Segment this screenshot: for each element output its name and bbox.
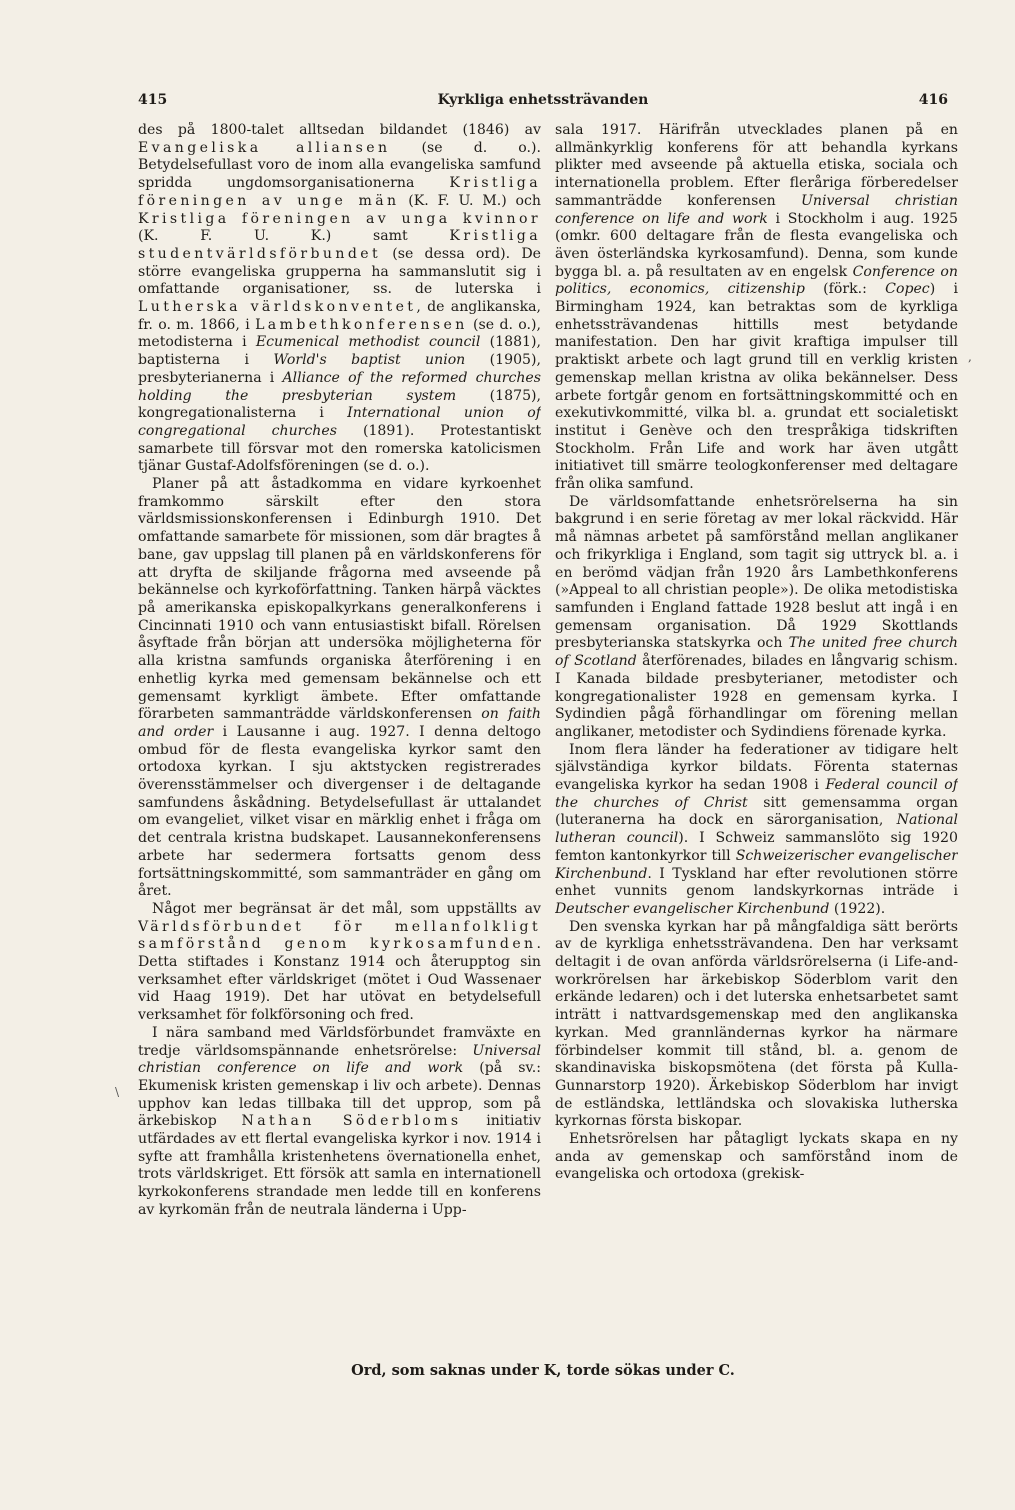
paragraph: Den svenska kyrkan har på mångfaldiga sätt berörts av de kyrkliga enhetssträvandena. Den har verksamt deltagit i de ovan anförda världsrörelserna (i Life-and-workrörelsen har ärkebiskop Söderblom varit den erkände ledaren) och i det luterska enhetsarbetet samt inträtt i nattvardsgemenskap med den anglikanska kyrkan. Med grannländernas kyrkor ha närmare förbindelser kommit till stånd, bl. a. genom de skandinaviska biskopsmötena (det första på Kulla-Gunnarstorp 1920). Ärkebiskop Söderblom har invigt de estländska, lettländska och slovakiska lutherska kyrkornas första biskopar.	[555, 918, 958, 1130]
paragraph: Något mer begränsat är det mål, som uppställts av Världsförbundet för mellanfolkligt samförstånd genom kyrkosamfunden. Detta stiftades i Konstanz 1914 och återupptog sin verksamhet efter världskriget (mötet i Oud Wassenaer vid Haag 1919). Det har utövat en betydelsefull verksamhet för folkförsoning och fred.	[138, 900, 541, 1024]
paragraph: Planer på att åstadkomma en vidare kyrkoenhet framkommo särskilt efter den stora världsmissionskonferensen i Edinburgh 1910. Det omfattande samarbete för missionen, som där bragtes å bane, gav uppslag till planen på en världskonferens för att dryfta de skiljande frågorna med avseende på bekännelse och kyrkoförfattning. Tanken härpå väcktes på amerikanska episkopalkyrkans generalkonferens i Cincinnati 1910 och vann entusiastiskt bifall. Rörelsen åsyftade från början att undersöka möjligheterna för alla kristna samfunds organiska återförening i en enhetlig kyrka med gemensam bekännelse och ett gemensamt kyrkligt ämbete. Efter omfattande förarbeten sammanträdde världskonferensen on faith and order i Lausanne i aug. 1927. I denna deltogo ombud för de flesta evangeliska kyrkor samt den ortodoxa kyrkan. I sju aktstycken registrerades överensstämmelser och divergenser i de deltagande samfundens åskådning. Betydelsefullast är uttalandet om evangeliet, vilket visar en märklig enhet i fråga om det centrala kristna budskapet. Lausannekonferensens arbete har sedermera fortsatts genom dess fortsättningskommitté, som sammanträder en gång om året.	[138, 476, 541, 900]
page-number-right: 416	[918, 92, 948, 108]
running-title: Kyrkliga enhetssträvanden	[437, 92, 649, 108]
margin-speck: \	[115, 1085, 120, 1099]
right-column	[555, 122, 958, 1360]
paragraph: sala 1917. Härifrån utvecklades planen på en allmänkyrklig konferens för att behandla kyrkans plikter med avseende på aktuella etiska, sociala och internationella problem. Efter fleråriga förberedelser sammanträdde konferensen Universal christian conference on life and work i Stockholm i aug. 1925 (omkr. 600 deltagare från de flesta evangeliska och även österländska kyrkosamfund). Denna, som kunde bygga bl. a. på resultaten av en engelsk Conference on politics, economics, citizenship (förk.: Copec) i Birmingham 1924, kan betraktas som de kyrkliga enhetssträvandenas hittills mest betydande manifestation. Den har givit kraftiga impulser till praktiskt arbete och lagt grund till en verklig kristen gemenskap mellan kristna av olika bekännelser. Dess arbete fortgår genom en fortsättningskommitté och en exekutivkommitté, vilka bl. a. grundat ett socialetiskt institut i Genève och den trespråkiga tidskriften Stockholm. Från Life and work har även utgått initiativet till smärre teologkonferenser med deltagare från olika samfund.	[555, 122, 958, 493]
paragraph: Inom flera länder ha federationer av tidigare helt självständiga kyrkor bildats. Förenta staternas evangeliska kyrkor ha sedan 1908 i Federal council of the churches of Christ sitt gemensamma organ (luteranerna ha dock en särorganisation, National lutheran council). I Schweiz sammanslöto sig 1920 femton kantonkyrkor till Schweizerischer evangelischer Kirchenbund. I Tyskland har efter revolutionen större enhet vunnits genom landskyrkornas inträde i Deutscher evangelischer Kirchenbund (1922).	[555, 741, 958, 917]
footer-note: Ord, som saknas under K, torde sökas under C.	[351, 1362, 735, 1379]
left-column	[138, 122, 541, 1360]
page-number-left: 415	[138, 92, 168, 108]
running-header	[138, 92, 948, 116]
margin-mark: ,	[968, 350, 972, 364]
paragraph: I nära samband med Världsförbundet framväxte en tredje världsomspännande enhetsrörelse: Universal christian conference on life and work (på sv.: Ekumenisk kristen gemenskap i liv och arbete). Dennas upphov kan ledas tillbaka till det upprop, som på ärkebiskop Nathan Söderbloms initiativ utfärdades av ett flertal evangeliska kyrkor i nov. 1914 i syfte att framhålla kristenhetens övernationella enhet, trots världskriget. Ett försök att samla en internationell kyrkokonferens strandade men ledde till en konferens av kyrkomän från de neutrala länderna i Upp-	[138, 1024, 541, 1218]
paragraph: des på 1800-talet alltsedan bildandet (1846) av Evangeliska alliansen (se d. o.). Betydelsefullast voro de inom alla evangeliska samfund spridda ungdomsorganisationerna Kristliga föreningen av unge män (K. F. U. M.) och Kristliga föreningen av unga kvinnor (K. F. U. K.) samt Kristliga studentvärldsförbundet (se dessa ord). De större evangeliska grupperna ha sammanslutit sig i omfattande organisationer, ss. de luterska i Lutherska världskonventet, de anglikanska, fr. o. m. 1866, i Lambethkonferensen (se d. o.), metodisterna i Ecumenical methodist council (1881), baptisterna i World's baptist union (1905), presbyterianerna i Alliance of the reformed churches holding the presbyterian system (1875), kongregationalisterna i International union of congregational churches (1891). Protestantiskt samarbete till försvar mot den romerska katolicismen tjänar Gustaf-Adolfsföreningen (se d. o.).	[138, 122, 541, 475]
paragraph: Enhetsrörelsen har påtagligt lyckats skapa en ny anda av gemenskap och samförstånd inom de evangeliska och ortodoxa (grekisk-	[555, 1131, 958, 1183]
paragraph: De världsomfattande enhetsrörelserna ha sin bakgrund i en serie företag av mer lokal räckvidd. Här må nämnas arbetet på samförstånd mellan anglikaner och frikyrkliga i England, som tagit sig uttryck bl. a. i en berömd vädjan från 1920 års Lambethkonferens (»Appeal to all christian people»). De olika metodistiska samfunden i England fattade 1928 beslut att ingå i en gemensam organisation. Då 1929 Skottlands presbyterianska statskyrka och The united free church of Scotland återförenades, bilades en långvarig schism. I Kanada bildade presbyterianer, metodister och kongregationalister 1928 en gemensam kyrka. I Sydindien pågå förhandlingar om förening mellan anglikaner, metodister och Sydindiens förenade kyrka.	[555, 493, 958, 740]
